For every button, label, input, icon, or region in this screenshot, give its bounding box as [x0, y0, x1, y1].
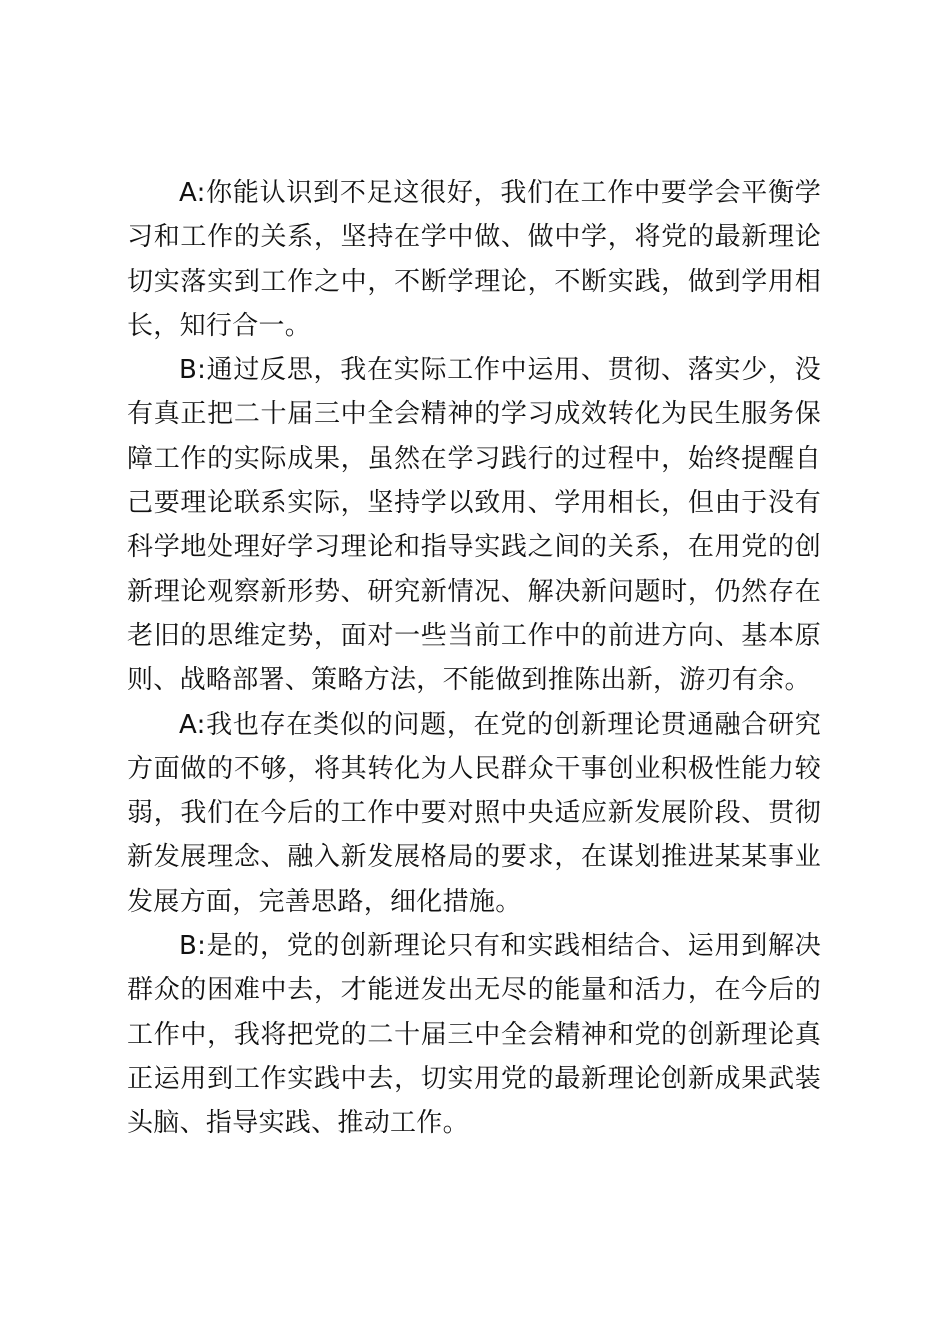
- document-body: [127, 171, 821, 1146]
- dialogue-paragraph-a-2: A:我也存在类似的问题，在党的创新理论贯通融合研究方面做的不够，将其转化为人民群众干事创业积极性能力较弱，我们在今后的工作中要对照中央适应新发展阶段、贯彻新发展理念、融入新发展格局的要求，在谋划推进某某事业发展方面，完善思路，细化措施。: [127, 709, 821, 917]
- dialogue-paragraph-a-1: A:你能认识到不足这很好，我们在工作中要学会平衡学习和工作的关系，坚持在学中做、做中学，将党的最新理论切实落实到工作之中，不断学理论，不断实践，做到学用相长，知行合一。: [127, 178, 821, 341]
- dialogue-paragraph-b-2: B:是的，党的创新理论只有和实践相结合、运用到解决群众的困难中去，才能迸发出无尽的能量和活力，在今后的工作中，我将把党的二十届三中全会精神和党的创新理论真正运用到工作实践中去，切实用党的最新理论创新成果武装头脑、指导实践、推动工作。: [127, 931, 821, 1139]
- dialogue-paragraph-b-1: B:通过反思，我在实际工作中运用、贯彻、落实少，没有真正把二十届三中全会精神的学习成效转化为民生服务保障工作的实际成果，虽然在学习践行的过程中，始终提醒自己要理论联系实际，坚持学以致用、学用相长，但由于没有科学地处理好学习理论和指导实践之间的关系，在用党的创新理论观察新形势、研究新情况、解决新问题时，仍然存在老旧的思维定势，面对一些当前工作中的前进方向、基本原则、战略部署、策略方法，不能做到推陈出新，游刃有余。: [127, 355, 821, 696]
